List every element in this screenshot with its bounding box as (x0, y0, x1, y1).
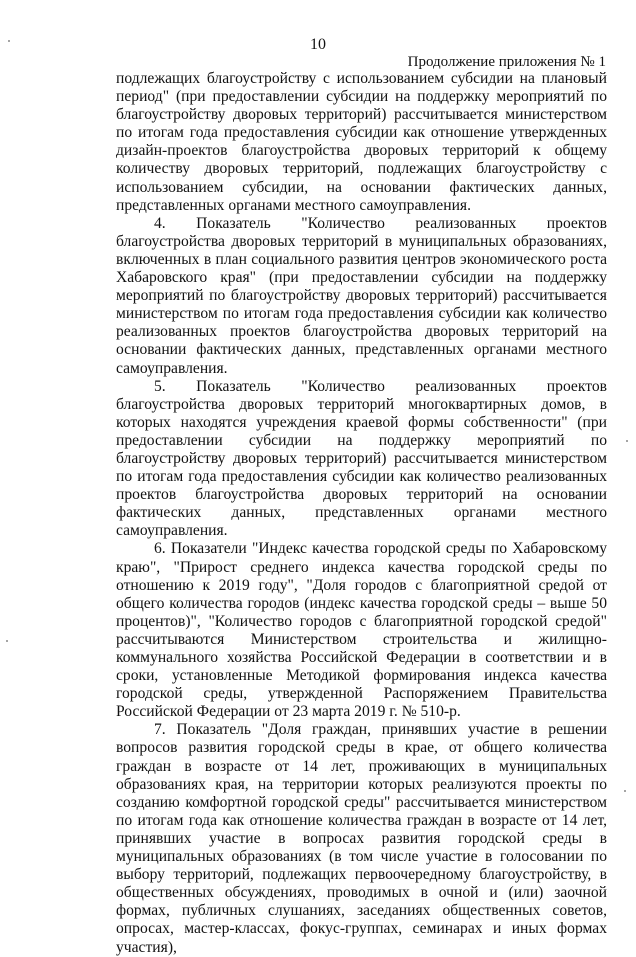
scan-speck (8, 40, 10, 42)
page-number: 10 (310, 36, 326, 53)
scan-speck (626, 440, 628, 442)
paragraph-indicator-6: 6. Показатели "Индекс качества городской среды по Хабаровскому краю", "Прирост среднего индекса качества городской среды по отношению к 2019 году", "Доля городов с благоприятной средой от общего количества городов (индекс качества городской среды – выше 50 процентов)", "Количество городов с благоприятной городской средой" рассчитываются Министерством строительства и жилищно-коммунального хозяйства Российской Федерации в соответствии и в сроки, установленные Методикой формирования индекса качества городской среды, утвержденной Распоряжением Правительства Российской Федерации от 23 марта 2019 г. № 510-р. (116, 540, 607, 721)
appendix-continuation-note: Продолжение приложения № 1 (407, 54, 606, 70)
scan-speck (624, 790, 626, 792)
document-body (116, 70, 607, 957)
paragraph-indicator-4: 4. Показатель "Количество реализованных проектов благоустройства дворовых территорий в муниципальных образованиях, включенных в план социального развития центров экономического роста Хабаровского края" (при предоставлении субсидии на поддержку мероприятий по благоустройству дворовых территорий) рассчитывается министерством по итогам года предоставления субсидии как количество реализованных проектов благоустройства дворовых территорий на основании фактических данных, представленных органами местного самоуправления. (116, 214, 607, 377)
scan-speck (6, 640, 8, 642)
paragraph-continuation: подлежащих благоустройству с использованием субсидии на плановый период" (при предоставлении субсидии на поддержку мероприятий по благоустройству дворовых территорий) рассчитывается министерством по итогам года предоставления субсидии как отношение утвержденных дизайн-проектов благоустройства дворовых территорий к общему количеству дворовых территорий, подлежащих благоустройству с использованием субсидии, на основании фактических данных, представленных органами местного самоуправления. (116, 70, 607, 214)
paragraph-indicator-7: 7. Показатель "Доля граждан, принявших участие в решении вопросов развития городской среды в крае, от общего количества граждан в возрасте от 14 лет, проживающих в муниципальных образованиях края, на территории которых реализуются проекты по созданию комфортной городской среды" рассчитывается министерством по итогам года как отношение количества граждан в возрасте от 14 лет, принявших участие в вопросах развития городской среды в муниципальных образованиях (в том числе участие в голосовании по выбору территорий, подлежащих первоочередному благоустройству, в общественных обсуждениях, проводимых в очной и (или) заочной формах, публичных слушаниях, заседаниях общественных советов, опросах, мастер-классах, фокус-группах, семинарах и иных формах участия), (116, 721, 607, 956)
paragraph-indicator-5: 5. Показатель "Количество реализованных проектов благоустройства дворовых территорий многоквартирных домов, в которых находятся учреждения краевой формы собственности" (при предоставлении субсидии на поддержку мероприятий по благоустройству дворовых территорий) рассчитывается министерством по итогам года предоставления субсидии как количество реализованных проектов благоустройства дворовых территорий на основании фактических данных, представленных органами местного самоуправления. (116, 377, 607, 540)
